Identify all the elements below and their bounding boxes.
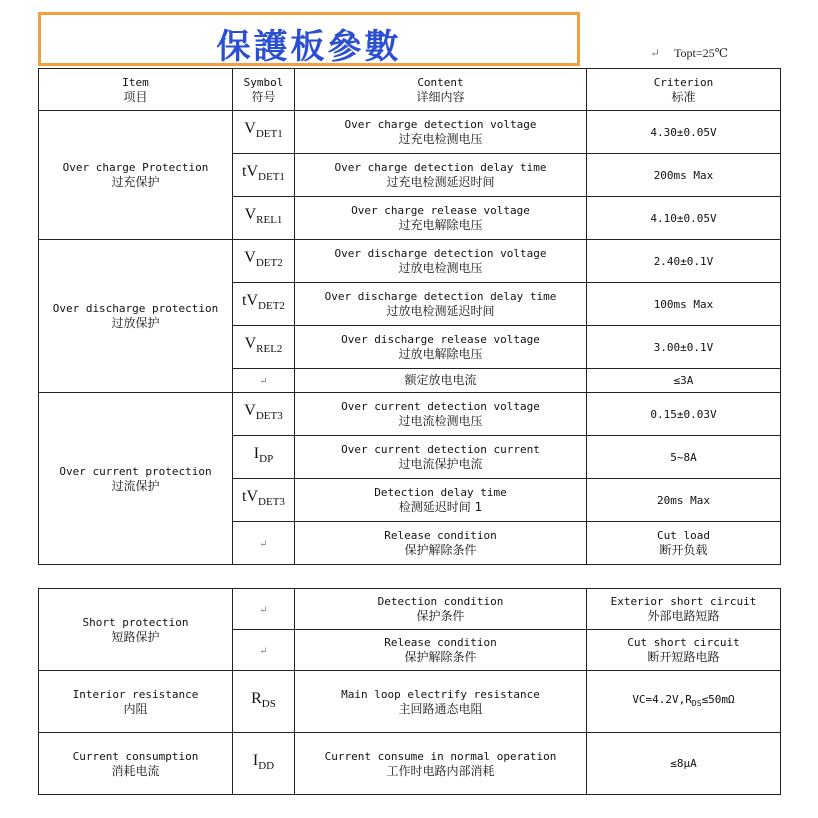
symbol-cell: $V_{DET1}$ <box>233 111 295 154</box>
header-criterion: Criterion 标准 <box>587 69 781 111</box>
content-cell: Detection condition 保护条件 <box>295 589 587 630</box>
symbol-cell: $tV_{DET3}$ <box>233 479 295 522</box>
symbol-cell-empty: ↵ <box>233 522 295 565</box>
content-cell: Release condition 保护解除条件 <box>295 522 587 565</box>
criterion-cell: 0.15±0.03V <box>587 393 781 436</box>
table-header-row <box>39 69 781 111</box>
criterion-cell: 4.30±0.05V <box>587 111 781 154</box>
protection-parameter-table <box>38 68 781 565</box>
content-cell: 额定放电电流 <box>295 369 587 393</box>
title-box <box>38 12 580 66</box>
symbol-cell: $R_{DS}$ <box>233 671 295 733</box>
item-short-protection: Short protection 短路保护 <box>39 589 233 671</box>
criterion-cell: 20ms Max <box>587 479 781 522</box>
symbol-cell: $V_{DET2}$ <box>233 240 295 283</box>
symbol-cell: $I_{DD}$ <box>233 733 295 795</box>
criterion-cell: 5~8A <box>587 436 781 479</box>
item-current-consumption: Current consumption 消耗电流 <box>39 733 233 795</box>
symbol-cell-empty: ↵ <box>233 630 295 671</box>
page-title: 保護板參數 <box>216 27 402 67</box>
topt-value: Topt=25℃ <box>674 46 729 60</box>
content-cell: Over charge detection voltage 过充电检测电压 <box>295 111 587 154</box>
content-cell: Over charge release voltage 过充电解除电压 <box>295 197 587 240</box>
content-cell: Current consume in normal operation 工作时电路内部消耗 <box>295 733 587 795</box>
symbol-cell: $tV_{DET1}$ <box>233 154 295 197</box>
criterion-cell: ≤8μA <box>587 733 781 795</box>
topt-label <box>650 46 728 61</box>
criterion-cell: ≤3A <box>587 369 781 393</box>
content-cell: Over current detection current 过电流保护电流 <box>295 436 587 479</box>
criterion-cell: Exterior short circuit 外部电路短路 <box>587 589 781 630</box>
content-cell: Over discharge detection voltage 过放电检测电压 <box>295 240 587 283</box>
symbol-cell: $V_{REL2}$ <box>233 326 295 369</box>
table-row <box>39 733 781 795</box>
item-interior-resistance: Interior resistance 内阻 <box>39 671 233 733</box>
table-row <box>39 671 781 733</box>
content-cell: Release condition 保护解除条件 <box>295 630 587 671</box>
content-cell: Over current detection voltage 过电流检测电压 <box>295 393 587 436</box>
table-row <box>39 240 781 283</box>
criterion-cell: Cut load 断开负载 <box>587 522 781 565</box>
content-cell: Main loop electrify resistance 主回路通态电阻 <box>295 671 587 733</box>
symbol-cell: $V_{DET3}$ <box>233 393 295 436</box>
item-over-current: Over current protection 过流保护 <box>39 393 233 565</box>
symbol-cell-empty: ↵ <box>233 369 295 393</box>
protection-parameter-table-2 <box>38 588 781 795</box>
header-item: Item 项目 <box>39 69 233 111</box>
table-row <box>39 111 781 154</box>
symbol-cell: $tV_{DET2}$ <box>233 283 295 326</box>
criterion-cell: Cut short circuit 断开短路电路 <box>587 630 781 671</box>
item-over-charge: Over charge Protection 过充保护 <box>39 111 233 240</box>
content-cell: Over discharge detection delay time 过放电检测延迟时间 <box>295 283 587 326</box>
table-row <box>39 589 781 630</box>
table-row <box>39 393 781 436</box>
paragraph-mark-icon: ↵ <box>650 46 661 60</box>
header-symbol: Symbol 符号 <box>233 69 295 111</box>
criterion-cell: 4.10±0.05V <box>587 197 781 240</box>
symbol-cell-empty: ↵ <box>233 589 295 630</box>
criterion-cell: 200ms Max <box>587 154 781 197</box>
criterion-cell: 2.40±0.1V <box>587 240 781 283</box>
symbol-cell: $I_{DP}$ <box>233 436 295 479</box>
criterion-cell: 100ms Max <box>587 283 781 326</box>
content-cell: Over discharge release voltage 过放电解除电压 <box>295 326 587 369</box>
header-content: Content 详细内容 <box>295 69 587 111</box>
criterion-cell: $VC=4.2V,R_{DS}\le 50m\Omega$ <box>587 671 781 733</box>
content-cell: Over charge detection delay time 过充电检测延迟时间 <box>295 154 587 197</box>
content-cell: Detection delay time 检测延迟时间 1 <box>295 479 587 522</box>
criterion-cell: 3.00±0.1V <box>587 326 781 369</box>
item-over-discharge: Over discharge protection 过放保护 <box>39 240 233 393</box>
symbol-cell: $V_{REL1}$ <box>233 197 295 240</box>
